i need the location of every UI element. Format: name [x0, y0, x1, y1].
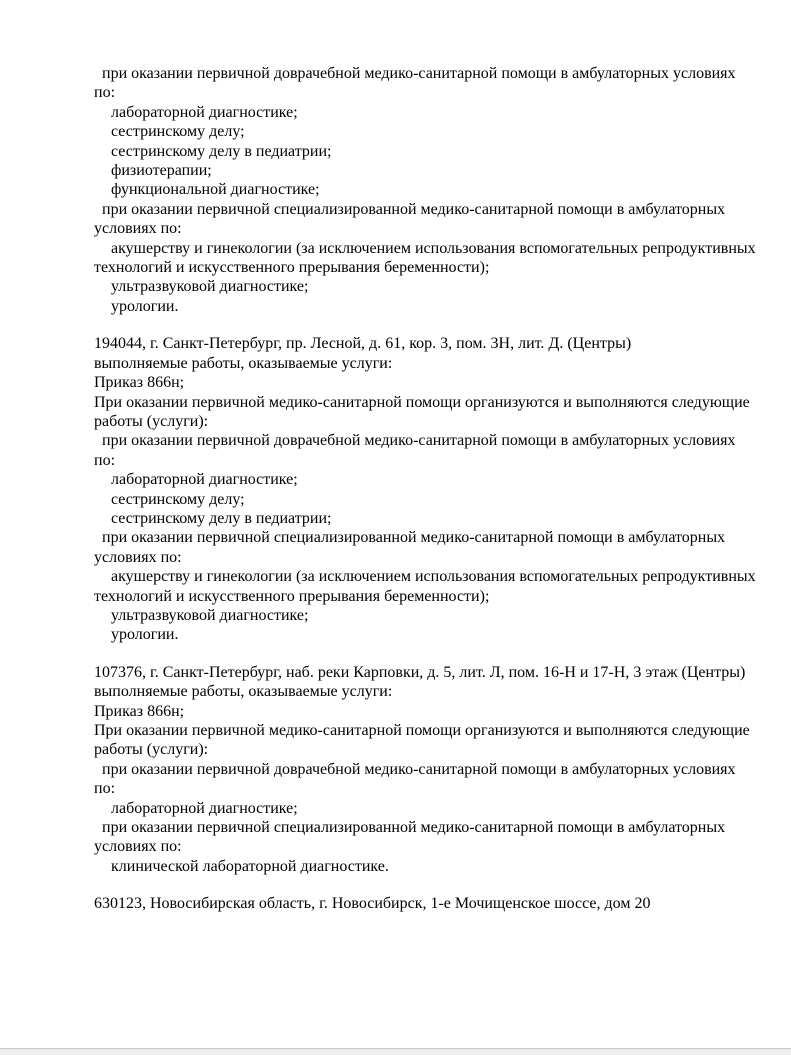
- document-line: по:: [94, 780, 116, 798]
- document-line: сестринскому делу;: [111, 123, 245, 141]
- document-line: при оказании первичной доврачебной медико-санитарной помощи в амбулаторных условиях: [102, 432, 736, 450]
- document-line: технологий и искусственного прерывания беременности);: [94, 587, 490, 605]
- document-line: 107376, г. Санкт-Петербург, наб. реки Карповки, д. 5, лит. Л, пом. 16-Н и 17-Н, 3 этаж (Центры): [94, 663, 746, 681]
- document-line: клинической лабораторной диагностике.: [111, 857, 389, 875]
- document-line: условиях по:: [94, 220, 182, 238]
- document-line: выполняемые работы, оказываемые услуги:: [94, 354, 393, 372]
- document-line: при оказании первичной специализированной медико-санитарной помощи в амбулаторных: [102, 819, 726, 837]
- document-body: [94, 64, 756, 914]
- document-line: Приказ 866н;: [94, 374, 185, 392]
- document-line: урологии.: [111, 626, 179, 644]
- document-line: при оказании первичной доврачебной медико-санитарной помощи в амбулаторных условиях: [102, 65, 736, 82]
- document-line: условиях по:: [94, 838, 182, 856]
- document-line: ультразвуковой диагностике;: [111, 278, 309, 296]
- document-line: технологий и искусственного прерывания беременности);: [94, 259, 490, 277]
- document-line: работы (услуги):: [94, 412, 209, 430]
- document-line: при оказании первичной специализированной медико-санитарной помощи в амбулаторных: [102, 529, 726, 547]
- document-line: сестринскому делу в педиатрии;: [111, 142, 332, 160]
- document-line: работы (услуги):: [94, 741, 209, 759]
- document-line: по:: [94, 451, 116, 469]
- address-block-630123: [94, 894, 751, 913]
- document-line: Приказ 866н;: [94, 702, 185, 720]
- document-line: по:: [94, 84, 116, 102]
- document-line: лабораторной диагностике;: [111, 799, 298, 817]
- page-bottom-bar: [0, 1048, 791, 1055]
- document-line: выполняемые работы, оказываемые услуги:: [94, 683, 393, 701]
- document-line: урологии.: [111, 297, 179, 315]
- document-line: лабораторной диагностике;: [111, 471, 298, 489]
- document-line: 194044, г. Санкт-Петербург, пр. Лесной, д. 61, кор. 3, пом. 3Н, лит. Д. (Центры): [94, 335, 632, 353]
- document-line: При оказании первичной медико-санитарной помощи организуются и выполняются следующие: [94, 722, 750, 739]
- services-list-continuation: [94, 64, 756, 316]
- document-line: При оказании первичной медико-санитарной помощи организуются и выполняются следующие: [94, 393, 750, 411]
- document-line: сестринскому делу;: [111, 490, 245, 508]
- document-line: при оказании первичной специализированной медико-санитарной помощи в амбулаторных: [102, 200, 726, 218]
- document-line: акушерству и гинекологии (за исключением использования вспомогательных репродуктивных: [111, 239, 756, 257]
- document-line: акушерству и гинекологии (за исключением использования вспомогательных репродуктивных: [111, 568, 756, 586]
- address-block-107376: [94, 663, 751, 876]
- document-line: функциональной диагностике;: [111, 181, 320, 199]
- document-line: условиях по:: [94, 548, 182, 566]
- document-line: лабораторной диагностике;: [111, 103, 298, 121]
- document-line: физиотерапии;: [111, 162, 212, 180]
- document-line: ультразвуковой диагностике;: [111, 606, 309, 624]
- document-line: сестринскому делу в педиатрии;: [111, 509, 332, 527]
- document-line: 630123, Новосибирская область, г. Новосибирск, 1-е Мочищенское шоссе, дом 20: [94, 895, 651, 913]
- document-line: при оказании первичной доврачебной медико-санитарной помощи в амбулаторных условиях: [102, 760, 736, 778]
- address-block-194044: [94, 334, 756, 645]
